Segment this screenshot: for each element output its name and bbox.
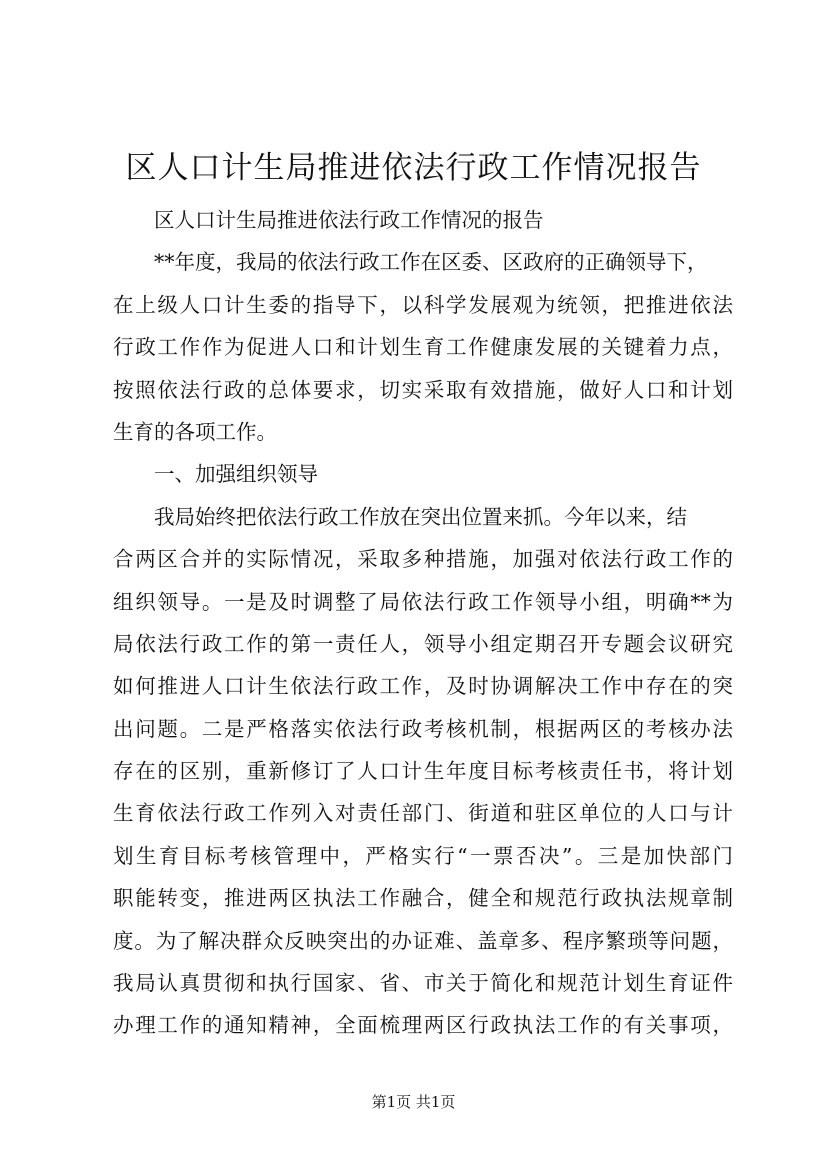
text-line: 存在的区别，重新修订了人口计生年度目标考核责任书，将计划 (113, 759, 733, 784)
text-line: 划生育目标考核管理中，严格实行“一票否决”。三是加快部门 (113, 843, 733, 868)
text-line: **年度，我局的依法行政工作在区委、区政府的正确领导下， (154, 250, 708, 275)
text-line: 我局始终把依法行政工作放在突出位置来抓。今年以来，结 (154, 504, 687, 529)
text-line: 局依法行政工作的第一责任人，领导小组定期召开专题会议研究 (113, 631, 733, 656)
text-line: 组织领导。一是及时调整了局依法行政工作领导小组，明确**为 (113, 589, 733, 614)
text-line: 如何推进人口计生依法行政工作，及时协调解决工作中存在的突 (113, 674, 733, 699)
text-line: 合两区合并的实际情况，采取多种措施，加强对依法行政工作的 (113, 547, 733, 572)
section-heading: 一、加强组织领导 (154, 462, 318, 487)
page-footer: 第1页 共1页 (371, 1093, 456, 1111)
text-line: 按照依法行政的总体要求，切实采取有效措施，做好人口和计划 (113, 377, 733, 402)
text-line: 度。为了解决群众反映突出的办证难、盖章多、程序繁琐等问题， (113, 928, 733, 953)
text-line: 在上级人口计生委的指导下，以科学发展观为统领，把推进依法 (113, 292, 733, 317)
text-line: 行政工作作为促进人口和计划生育工作健康发展的关键着力点， (113, 335, 733, 360)
text-line: 我局认真贯彻和执行国家、省、市关于简化和规范计划生育证件 (113, 971, 733, 996)
document-body (113, 199, 733, 1047)
text-line: 出问题。二是严格落实依法行政考核机制，根据两区的考核办法 (113, 716, 733, 741)
text-line: 办理工作的通知精神，全面梳理两区行政执法工作的有关事项， (113, 1013, 733, 1038)
text-line: 职能转变，推进两区执法工作融合，健全和规范行政执法规章制 (113, 886, 733, 911)
text-line: 区人口计生局推进依法行政工作情况的报告 (154, 208, 544, 232)
document-title: 区人口计生局推进依法行政工作情况报告 (125, 150, 702, 186)
text-line: 生育的各项工作。 (113, 419, 277, 444)
text-line: 生育依法行政工作列入对责任部门、街道和驻区单位的人口与计 (113, 801, 733, 826)
